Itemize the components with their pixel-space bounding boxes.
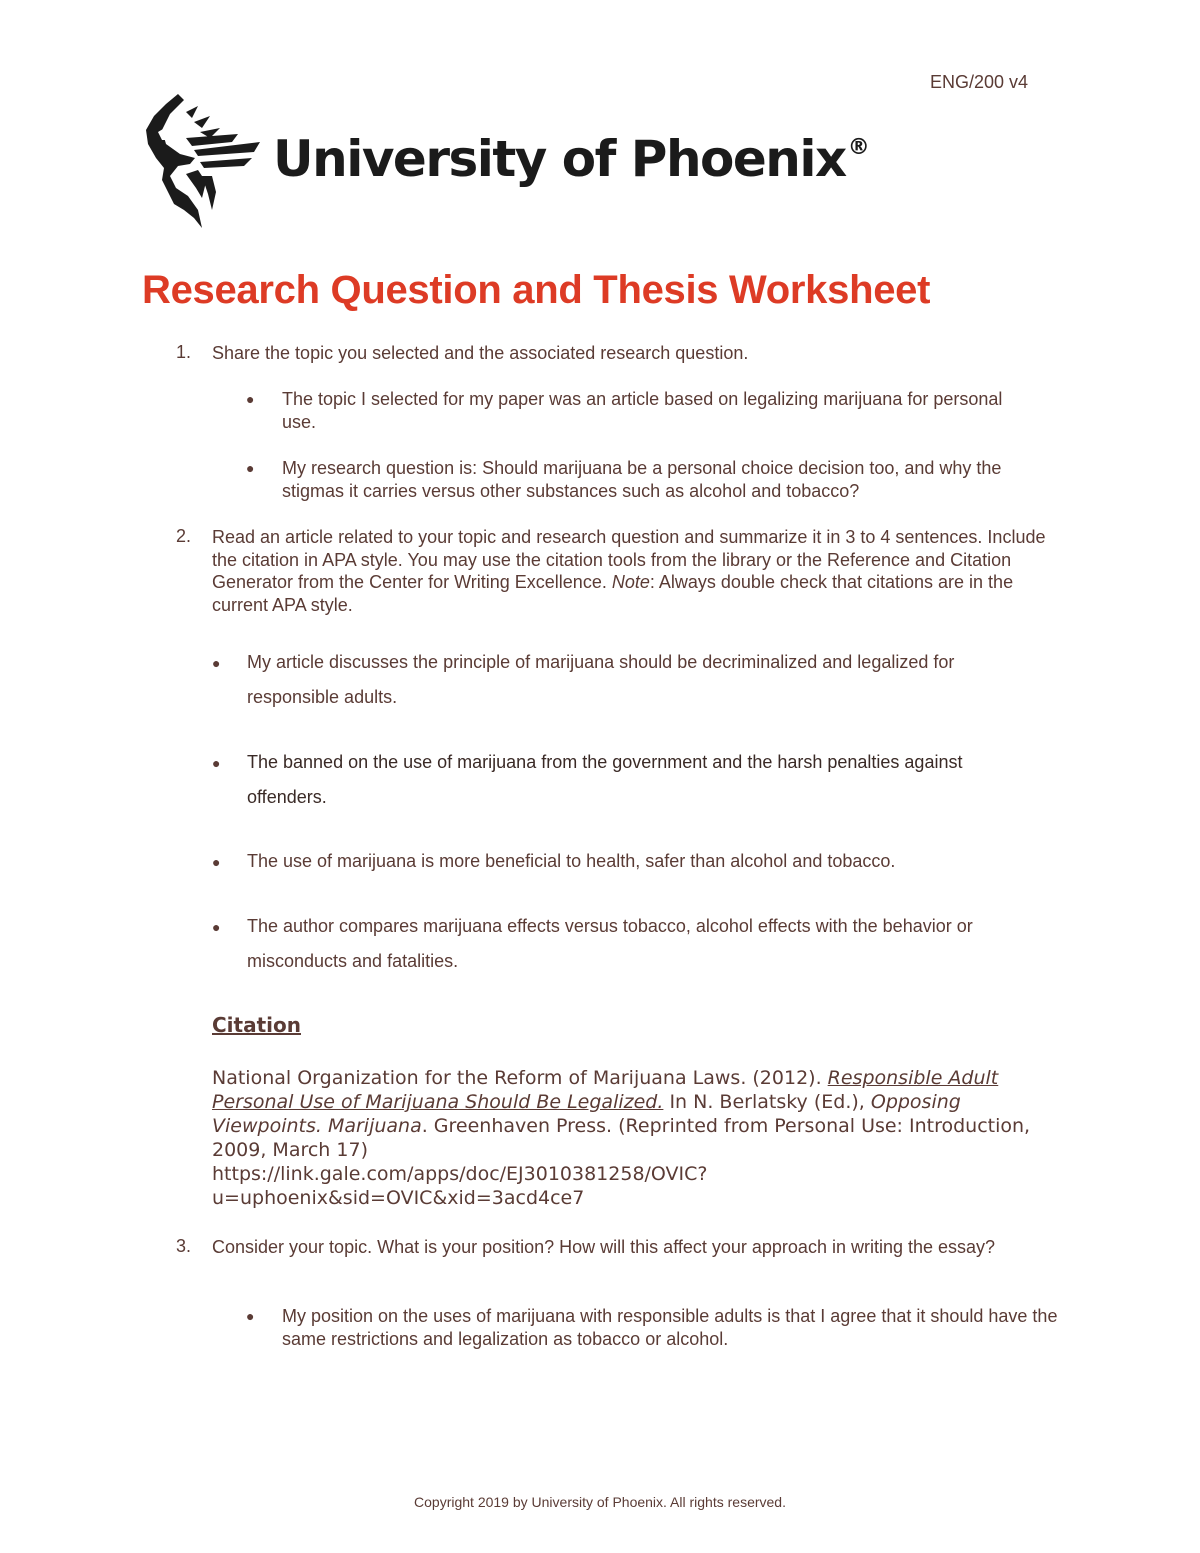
bullet-dot-icon: ● (212, 655, 221, 671)
question-number: 2. (176, 526, 192, 546)
question-prompt-text: : Always double check that citations are in the current APA style. (212, 572, 1014, 615)
question-prompt: Consider your topic. What is your position? How will this affect your approach in writing the essay? (212, 1237, 996, 1257)
question-prompt: Share the topic you selected and the associated research question. (212, 343, 749, 363)
answer-item: The banned on the use of marijuana from the government and the harsh penalties against offenders. (247, 752, 963, 807)
citation-url: u=uphoenix&sid=OVIC&xid=3acd4ce7 (212, 1187, 585, 1209)
citation-editor: In N. Berlatsky (Ed.), (663, 1091, 871, 1113)
bullet-dot-icon: ● (212, 919, 221, 935)
course-code: ENG/200 v4 (930, 72, 1029, 92)
citation-text (212, 1066, 1032, 1210)
citation-heading: Citation (212, 1013, 301, 1037)
citation-publisher: . Greenhaven Press. (Reprinted from Personal Use: Introduction, 2009, March 17) (212, 1115, 1031, 1161)
copyright-footer: Copyright 2019 by University of Phoenix. All rights reserved. (414, 1494, 786, 1510)
answer-item: My research question is: Should marijuana be a personal choice decision too, and why the stigmas it carries versus other substances such as alcohol and tobacco? (282, 458, 1002, 501)
registered-mark: ® (847, 135, 869, 161)
citation-book-title: Opposing Viewpoints. Marijuana (212, 1091, 961, 1137)
citation-url: https://link.gale.com/apps/doc/EJ3010381258/OVIC? (212, 1163, 708, 1185)
question-number: 1. (176, 342, 192, 362)
page-title: Research Question and Thesis Worksheet (142, 268, 931, 312)
answer-item: My position on the uses of marijuana with responsible adults is that I agree that it should have the same restrictions and legalization as tobacco or alcohol. (282, 1306, 1058, 1349)
logo-wordmark-text: University of Phoenix (273, 130, 846, 188)
logo-wordmark (273, 130, 869, 188)
bullet-dot-icon: ● (246, 391, 255, 407)
citation-author-year: National Organization for the Reform of Marijuana Laws. (2012). (212, 1067, 828, 1089)
question-prompt (212, 526, 1062, 616)
question-number: 3. (176, 1236, 192, 1256)
citation-article-title: Responsible Adult Personal Use of Marijuana Should Be Legalized. (212, 1067, 999, 1113)
note-label: Note (611, 572, 650, 592)
question-prompt-text: Read an article related to your topic and research question and summarize it in 3 to 4 sentences. Include the citation in APA style. You may use the citation tools from the library or the Reference and Citation Generator from the Center for Writing Excellence. (212, 527, 1046, 592)
answer-item: My article discusses the principle of marijuana should be decriminalized and legalized for responsible adults. (247, 652, 955, 707)
bullet-dot-icon: ● (212, 755, 221, 771)
bullet-dot-icon: ● (246, 1308, 255, 1324)
answer-item: The use of marijuana is more beneficial to health, safer than alcohol and tobacco. (247, 851, 896, 871)
answer-item: The author compares marijuana effects versus tobacco, alcohol effects with the behavior or misconducts and fatalities. (247, 916, 973, 971)
bullet-dot-icon: ● (212, 854, 221, 870)
university-logo (140, 92, 869, 232)
bullet-dot-icon: ● (246, 460, 255, 476)
answer-item: The topic I selected for my paper was an article based on legalizing marijuana for personal use. (282, 389, 1003, 432)
phoenix-bird-icon (140, 92, 265, 232)
